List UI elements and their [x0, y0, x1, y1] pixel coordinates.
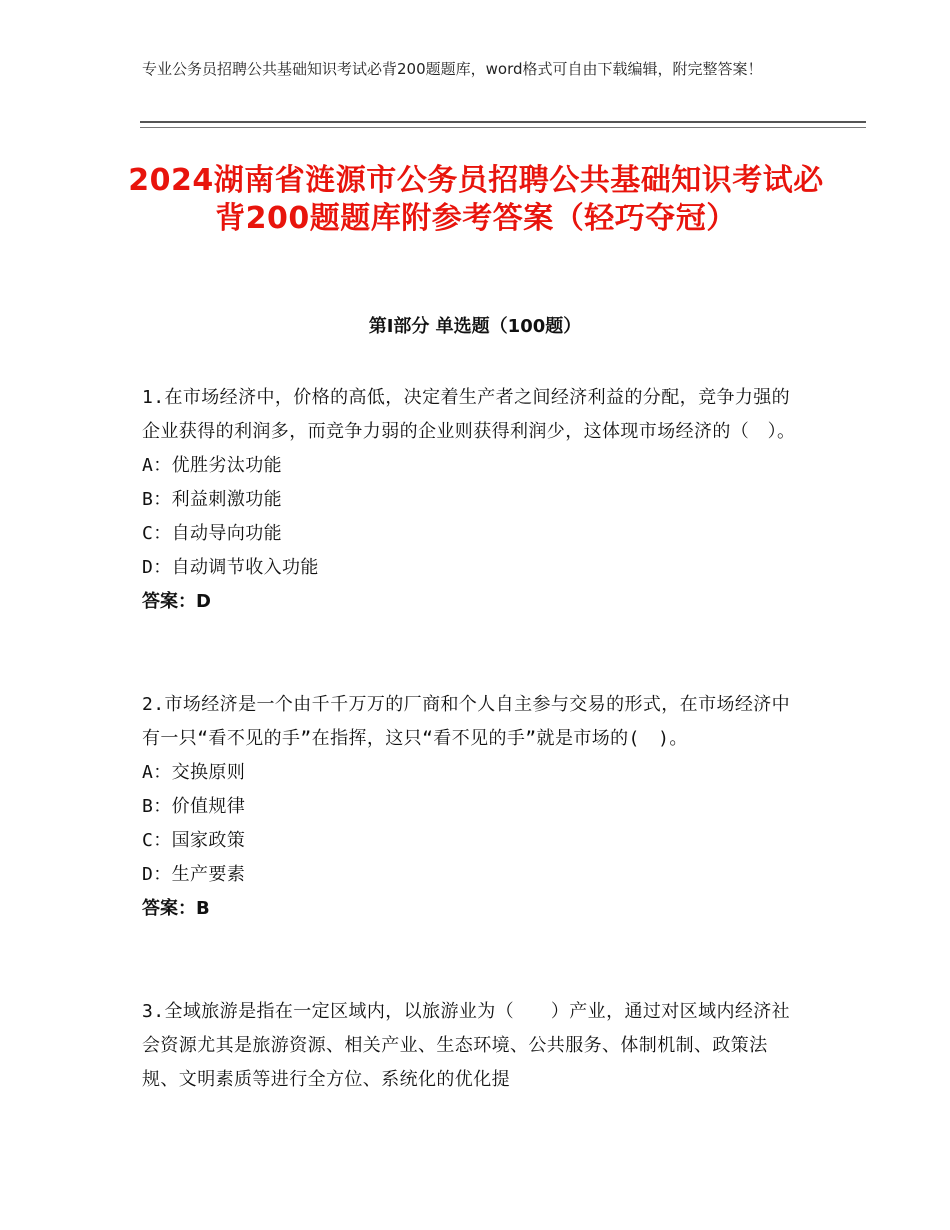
- option-b: B：利益刺激功能: [142, 489, 283, 510]
- option-d: D：自动调节收入功能: [142, 557, 319, 578]
- option-c: C：自动导向功能: [142, 523, 283, 544]
- option-c: C：国家政策: [142, 830, 246, 851]
- question-1: [142, 381, 802, 619]
- document-title: 2024湖南省涟源市公务员招聘公共基础知识考试必背200题题库附参考答案（轻巧夺冠）: [128, 163, 824, 236]
- header-divider-thick: [140, 121, 866, 123]
- option-a: A：优胜劣汰功能: [142, 455, 283, 476]
- header-divider-thin: [140, 127, 866, 128]
- option-b: B：价值规律: [142, 796, 246, 817]
- question-stem: 3.全域旅游是指在一定区域内，以旅游业为（ ）产业，通过对区域内经济社会资源尤其是旅游资源、相关产业、生态环境、公共服务、体制机制、政策法规、文明素质等进行全方位、系统化的优化提: [142, 1001, 791, 1090]
- header-note: 专业公务员招聘公共基础知识考试必背200题题库，word格式可自由下载编辑，附完整答案！: [142, 60, 763, 78]
- question-stem: 1.在市场经济中，价格的高低，决定着生产者之间经济利益的分配，竞争力强的企业获得的利润多，而竞争力弱的企业则获得利润少，这体现市场经济的（ ）。: [142, 387, 796, 442]
- question-stem: 2.市场经济是一个由千千万万的厂商和个人自主参与交易的形式，在市场经济中有一只“看不见的手”在指挥，这只“看不见的手”就是市场的( )。: [142, 694, 791, 749]
- option-a: A：交换原则: [142, 762, 246, 783]
- question-2: [142, 688, 802, 926]
- option-d: D：生产要素: [142, 864, 246, 885]
- answer-line: 答案：D: [142, 591, 211, 612]
- answer-line: 答案：B: [142, 898, 210, 919]
- section-heading: 第Ⅰ部分 单选题（100题）: [368, 316, 582, 337]
- question-3: [142, 995, 802, 1097]
